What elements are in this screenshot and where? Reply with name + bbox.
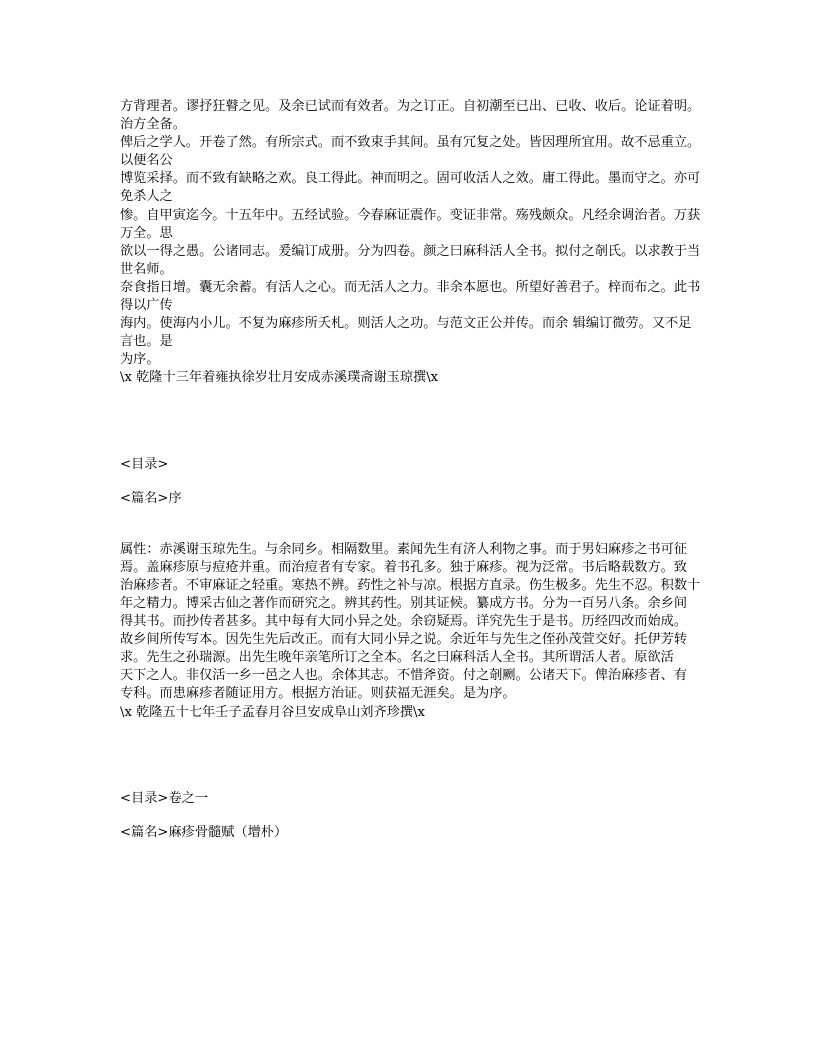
paragraph-line: 得其书。而抄传者甚多。其中每有大同小异之处。余窃疑焉。详究先生于是书。历经四改而始成。 [120, 614, 688, 630]
paragraph-line: 治麻疹者。不审麻证之轻重。寒热不辨。药性之补与凉。根据方直录。伤生极多。先生不忍。积数十 [120, 577, 701, 593]
heading-gap [120, 508, 702, 541]
preface-continuation [120, 98, 702, 388]
paragraph-line: 俾后之学人。开卷了然。有所宗式。而不致束手其间。虽有冗复之处。皆因理所宜用。故不忌重立。以便名公 [120, 135, 701, 169]
signature-line: \x 乾隆十三年着雍执徐岁壮月安成赤溪璞斋谢玉琼撰\x [120, 370, 439, 386]
heading-gap [120, 808, 702, 824]
toc-heading: <目录> [120, 456, 169, 472]
paragraph-line: 专科。而患麻疹者随证用方。根据方治证。则获福无涯矣。是为序。 [120, 686, 516, 702]
paragraph-line: 博览采择。而不致有缺略之欢。良工得此。神而明之。固可收活人之效。庸工得此。墨而守之。亦可免杀人之 [120, 171, 701, 205]
paragraph-line: 焉。盖麻疹原与痘疮并重。而治痘者有专家。着书孔多。独于麻疹。视为泛常。书后略载数方。致 [120, 559, 688, 575]
heading-gap [120, 474, 702, 490]
paragraph-line: 属性：赤溪谢玉琼先生。与余同乡。相隔数里。素闻先生有济人利物之事。而于男妇麻疹之书可征 [120, 541, 688, 557]
paragraph-line: 故乡间所传写本。因先生先后改正。而有大同小异之说。余近年与先生之侄孙茂萱交好。托伊芳转 [120, 632, 688, 648]
paragraph-line: 欲以一得之愚。公诸同志。爰编订成册。分为四卷。颜之曰麻科活人全书。拟付之剞氏。以求教于当世名师。 [120, 243, 701, 277]
chapter-title: <篇名>麻疹骨髓赋（增朴） [120, 824, 288, 840]
paragraph-line: 惨。自甲寅迄今。十五年中。五经试验。今春麻证震作。变证非常。殇残颇众。凡经余调治者。万获万全。思 [120, 207, 701, 241]
paragraph-line: 海内。使海内小儿。不复为麻疹所夭札。则活人之功。与范文正公并传。而余 辑编订微劳。又不足言也。是 [120, 316, 692, 350]
signature-line: \x 乾隆五十七年壬子孟春月谷旦安成阜山刘齐珍撰\x [120, 704, 425, 720]
volume-one [120, 790, 702, 842]
toc-heading: <目录>卷之一 [120, 790, 209, 806]
paragraph-line: 年之精力。博采古仙之著作而研究之。辨其药性。别其证候。纂成方书。分为一百另八条。余乡间 [120, 595, 688, 611]
chapter-title: <篇名>序 [120, 490, 182, 506]
paragraph-line: 方背理者。谬抒狂瞽之见。及余已试而有效者。为之订正。自初潮至已出、已收、收后。论证着明。治方全备。 [120, 99, 701, 133]
paragraph-line: 求。先生之孙瑞源。出先生晚年亲笔所订之全本。名之曰麻科活人全书。其所谓活人者。原欲活 [120, 650, 674, 666]
document-page [120, 98, 702, 842]
paragraph-line: 为序。 [120, 352, 160, 368]
paragraph-line: 奈食指日增。囊无余蓄。有活人之心。而无活人之力。非余本愿也。所望好善君子。梓而布之。此书得以广传 [120, 279, 701, 314]
paragraph-line: 天下之人。非仅活一乡一邑之人也。余体其志。不惜斧资。付之剞劂。公诸天下。俾治麻疹者、有 [120, 668, 688, 684]
preface-two [120, 456, 702, 722]
section-gap [120, 388, 702, 456]
section-gap [120, 722, 702, 790]
